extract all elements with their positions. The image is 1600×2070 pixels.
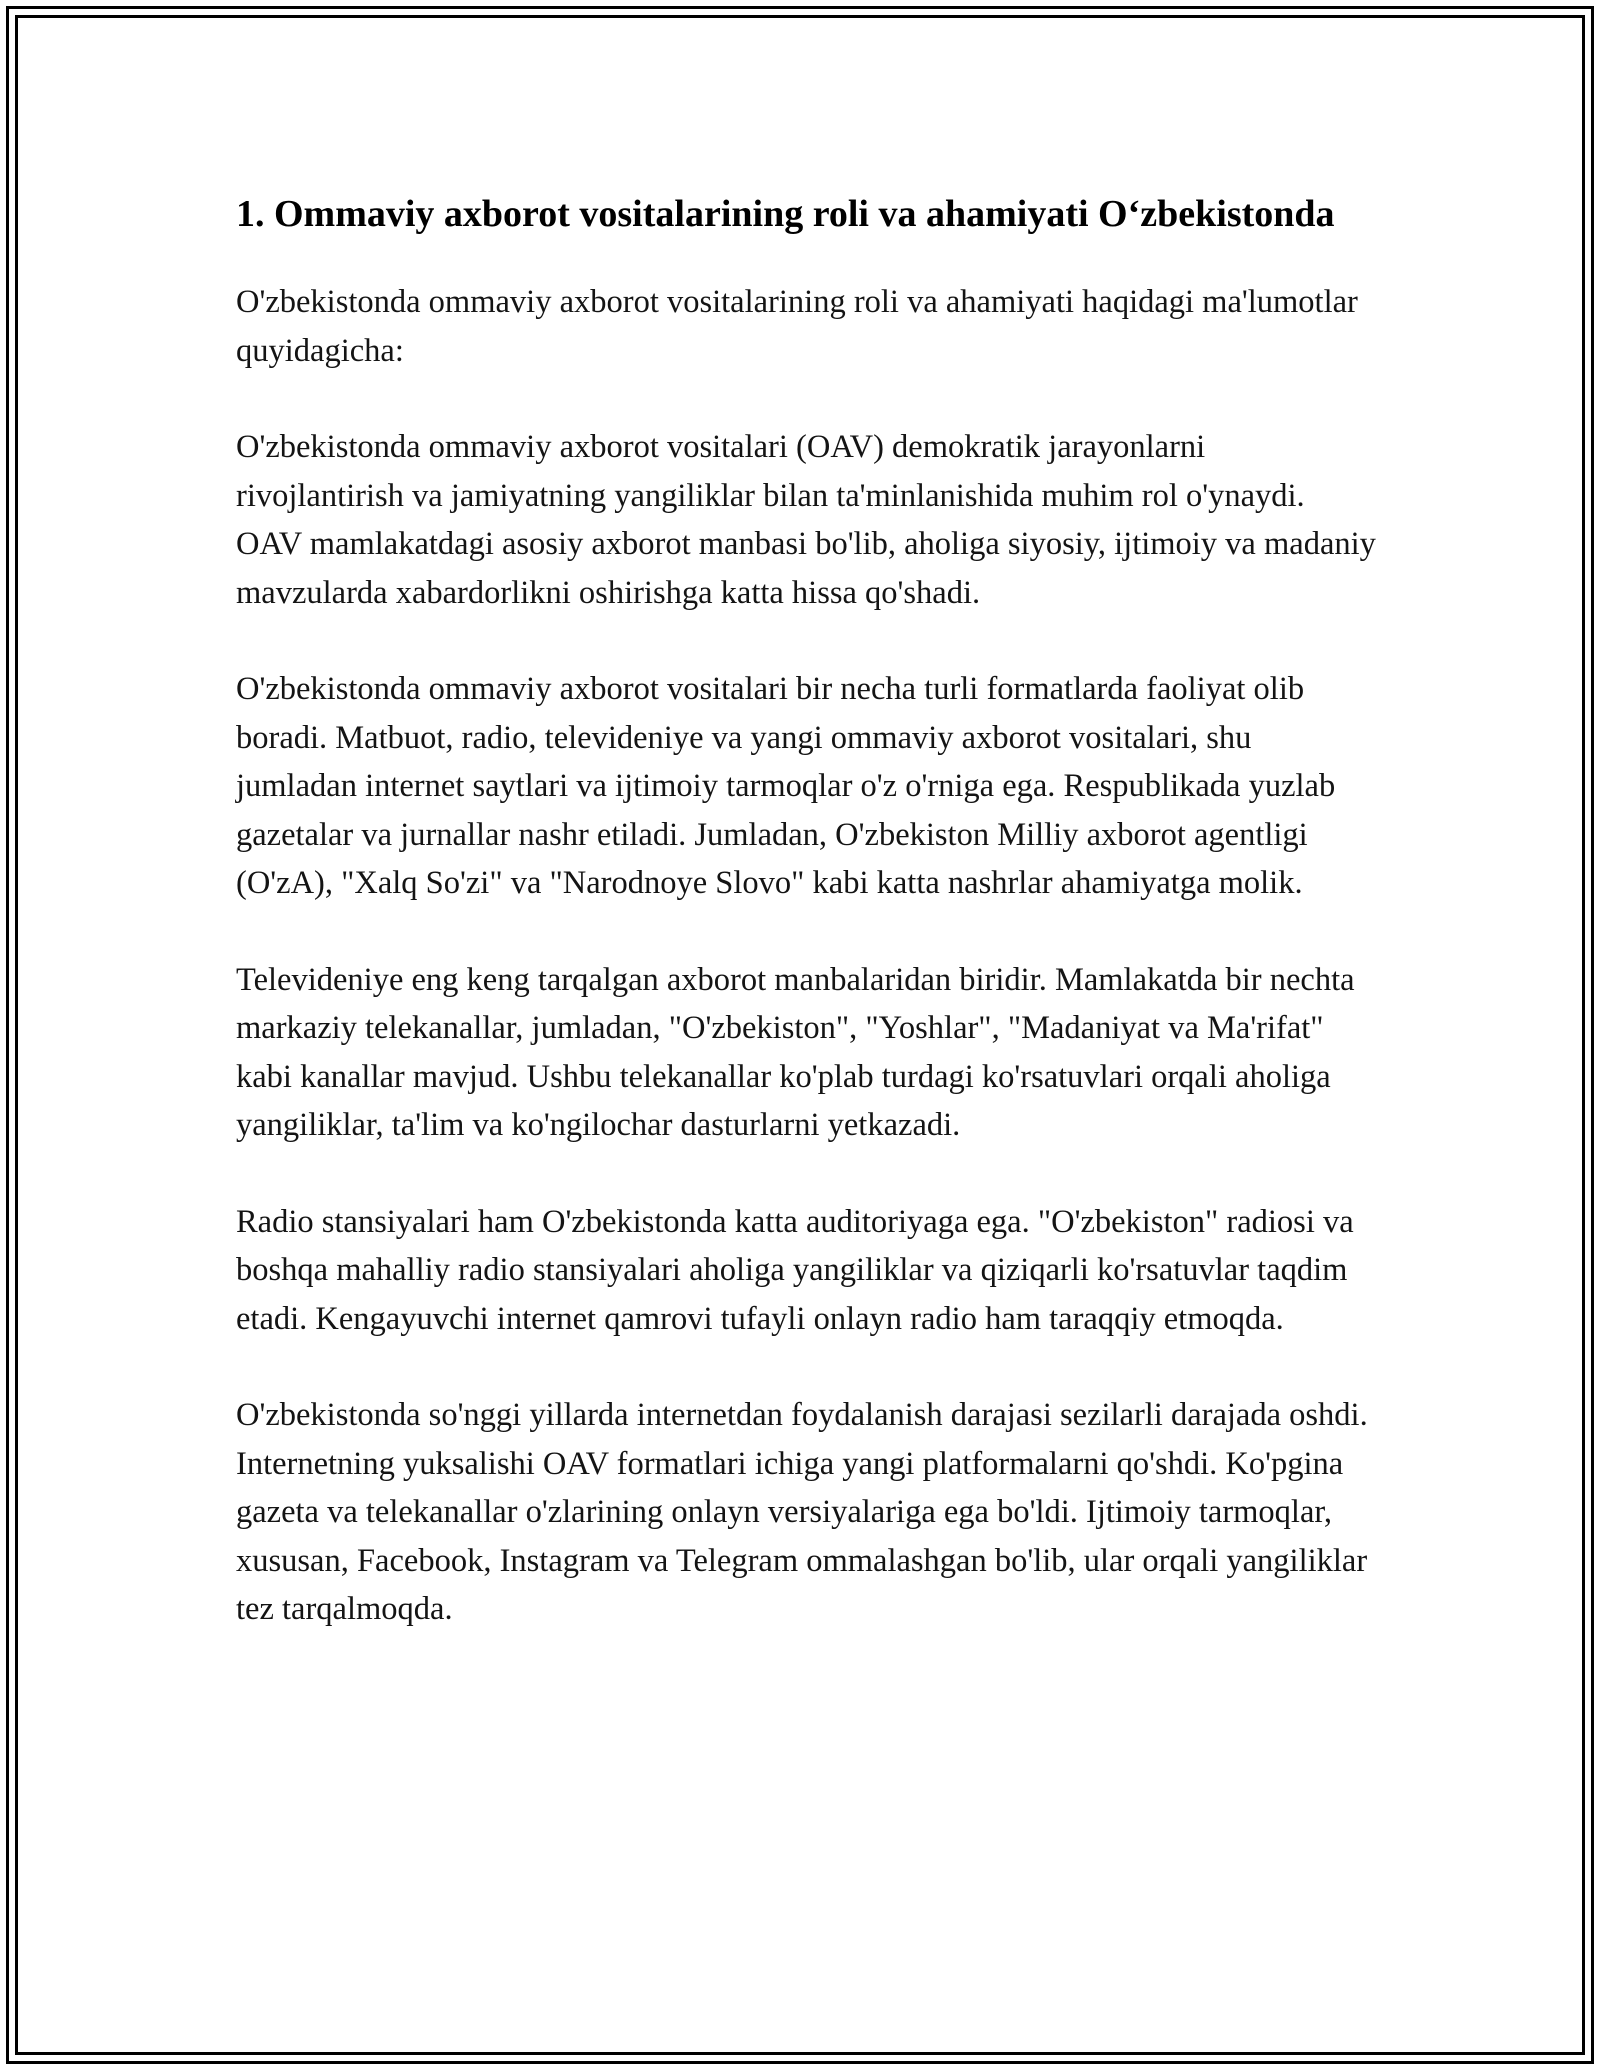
paragraph-intro: O'zbekistonda ommaviy axborot vositalarining roli va ahamiyati haqidagi ma'lumotlar quyidagicha: <box>236 284 1358 369</box>
document-body <box>236 186 1376 1682</box>
section-heading: 1. Ommaviy axborot vositalarining roli va ahamiyati O‘zbekistonda <box>236 193 1335 235</box>
paragraph-formats: O'zbekistonda ommaviy axborot vositalari bir necha turli formatlarda faoliyat olib boradi. Matbuot, radio, televideniye va yangi ommaviy axborot vositalari, shu jumladan internet saytlari va ijtimoiy tarmoqlar o'z o'rniga ega. Respublikada yuzlab gazetalar va jurnallar nashr etiladi. Jumladan, O'zbekiston Milliy axborot agentligi (O'zA), "Xalq So'zi" va "Narodnoye Slovo" kabi katta nashrlar ahamiyatga molik. <box>236 671 1336 901</box>
paragraph-oav-role: O'zbekistonda ommaviy axborot vositalari (OAV) demokratik jarayonlarni rivojlantirish va jamiyatning yangiliklar bilan ta'minlanishida muhim rol o'ynaydi. OAV mamlakatdagi asosiy axborot manbasi bo'lib, aholiga siyosiy, ijtimoiy va madaniy mavzularda xabardorlikni oshirishga katta hissa qo'shadi. <box>236 429 1376 611</box>
paragraph-radio: Radio stansiyalari ham O'zbekistonda katta auditoriyaga ega. "O'zbekiston" radiosi va boshqa mahalliy radio stansiyalari aholiga yangiliklar va qiziqarli ko'rsatuvlar taqdim etadi. Kengayuvchi internet qamrovi tufayli onlayn radio ham taraqqiy etmoqda. <box>236 1203 1354 1337</box>
paragraph-internet: O'zbekistonda so'nggi yillarda internetdan foydalanish darajasi sezilarli darajada oshdi. Internetning yuksalishi OAV formatlari ichiga yangi platformalarni qo'shdi. Ko'pgina gazeta va telekanallar o'zlarining onlayn versiyalariga ega bo'ldi. Ijtimoiy tarmoqlar, xususan, Facebook, Instagram va Telegram ommalashgan bo'lib, ular orqali yangiliklar tez tarqalmoqda. <box>236 1397 1368 1627</box>
paragraph-television: Televideniye eng keng tarqalgan axborot manbalaridan biridir. Mamlakatda bir nechta markaziy telekanallar, jumladan, "O'zbekiston", "Yoshlar", "Madaniyat va Ma'rifat" kabi kanallar mavjud. Ushbu telekanallar ko'plab turdagi ko'rsatuvlari orqali aholiga yangiliklar, ta'lim va ko'ngilochar dasturlarni yetkazadi. <box>236 961 1355 1143</box>
